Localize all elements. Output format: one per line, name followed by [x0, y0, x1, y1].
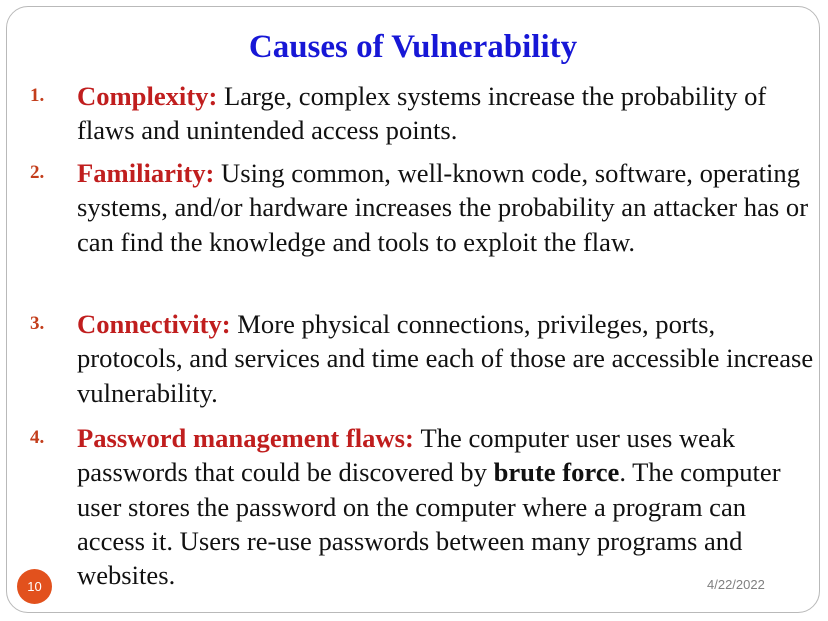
list-item-complexity — [30, 79, 817, 148]
list-term: Familiarity: — [77, 158, 222, 188]
slide-title: Causes of Vulnerability — [248, 29, 578, 65]
list-number: 4. — [30, 427, 45, 448]
list-text: More physical connections, privileges, ports, protocols, and services and time each of those are accessible increase vulnerability. — [77, 309, 814, 408]
list-term: Complexity: — [77, 81, 224, 111]
list-text: Large, complex systems increase the probability of flaws and unintended access points. — [77, 81, 767, 146]
list-emphasis: brute force — [493, 457, 620, 488]
list-item-connectivity — [30, 307, 817, 410]
list-text: . The computer user stores the password on the computer where a program can access it. Users re-use passwords between many programs and websites. — [77, 457, 781, 591]
list-number: 1. — [30, 85, 45, 106]
list-number: 3. — [30, 313, 45, 334]
slide-date: 4/22/2022 — [707, 577, 765, 592]
list-text: Using common, well-known code, software, operating systems, and/or hardware increases the probability an attacker has or can find the knowledge and tools to exploit the flaw. — [77, 158, 809, 257]
list-term: Connectivity: — [77, 309, 238, 339]
list-text: The computer user uses weak passwords that could be discovered by — [77, 423, 736, 488]
list-term: Password management flaws: — [77, 423, 421, 453]
list-item-familiarity — [30, 156, 817, 259]
slide — [6, 6, 820, 613]
list-number: 2. — [30, 162, 45, 183]
slide-number-badge: 10 — [17, 569, 52, 604]
